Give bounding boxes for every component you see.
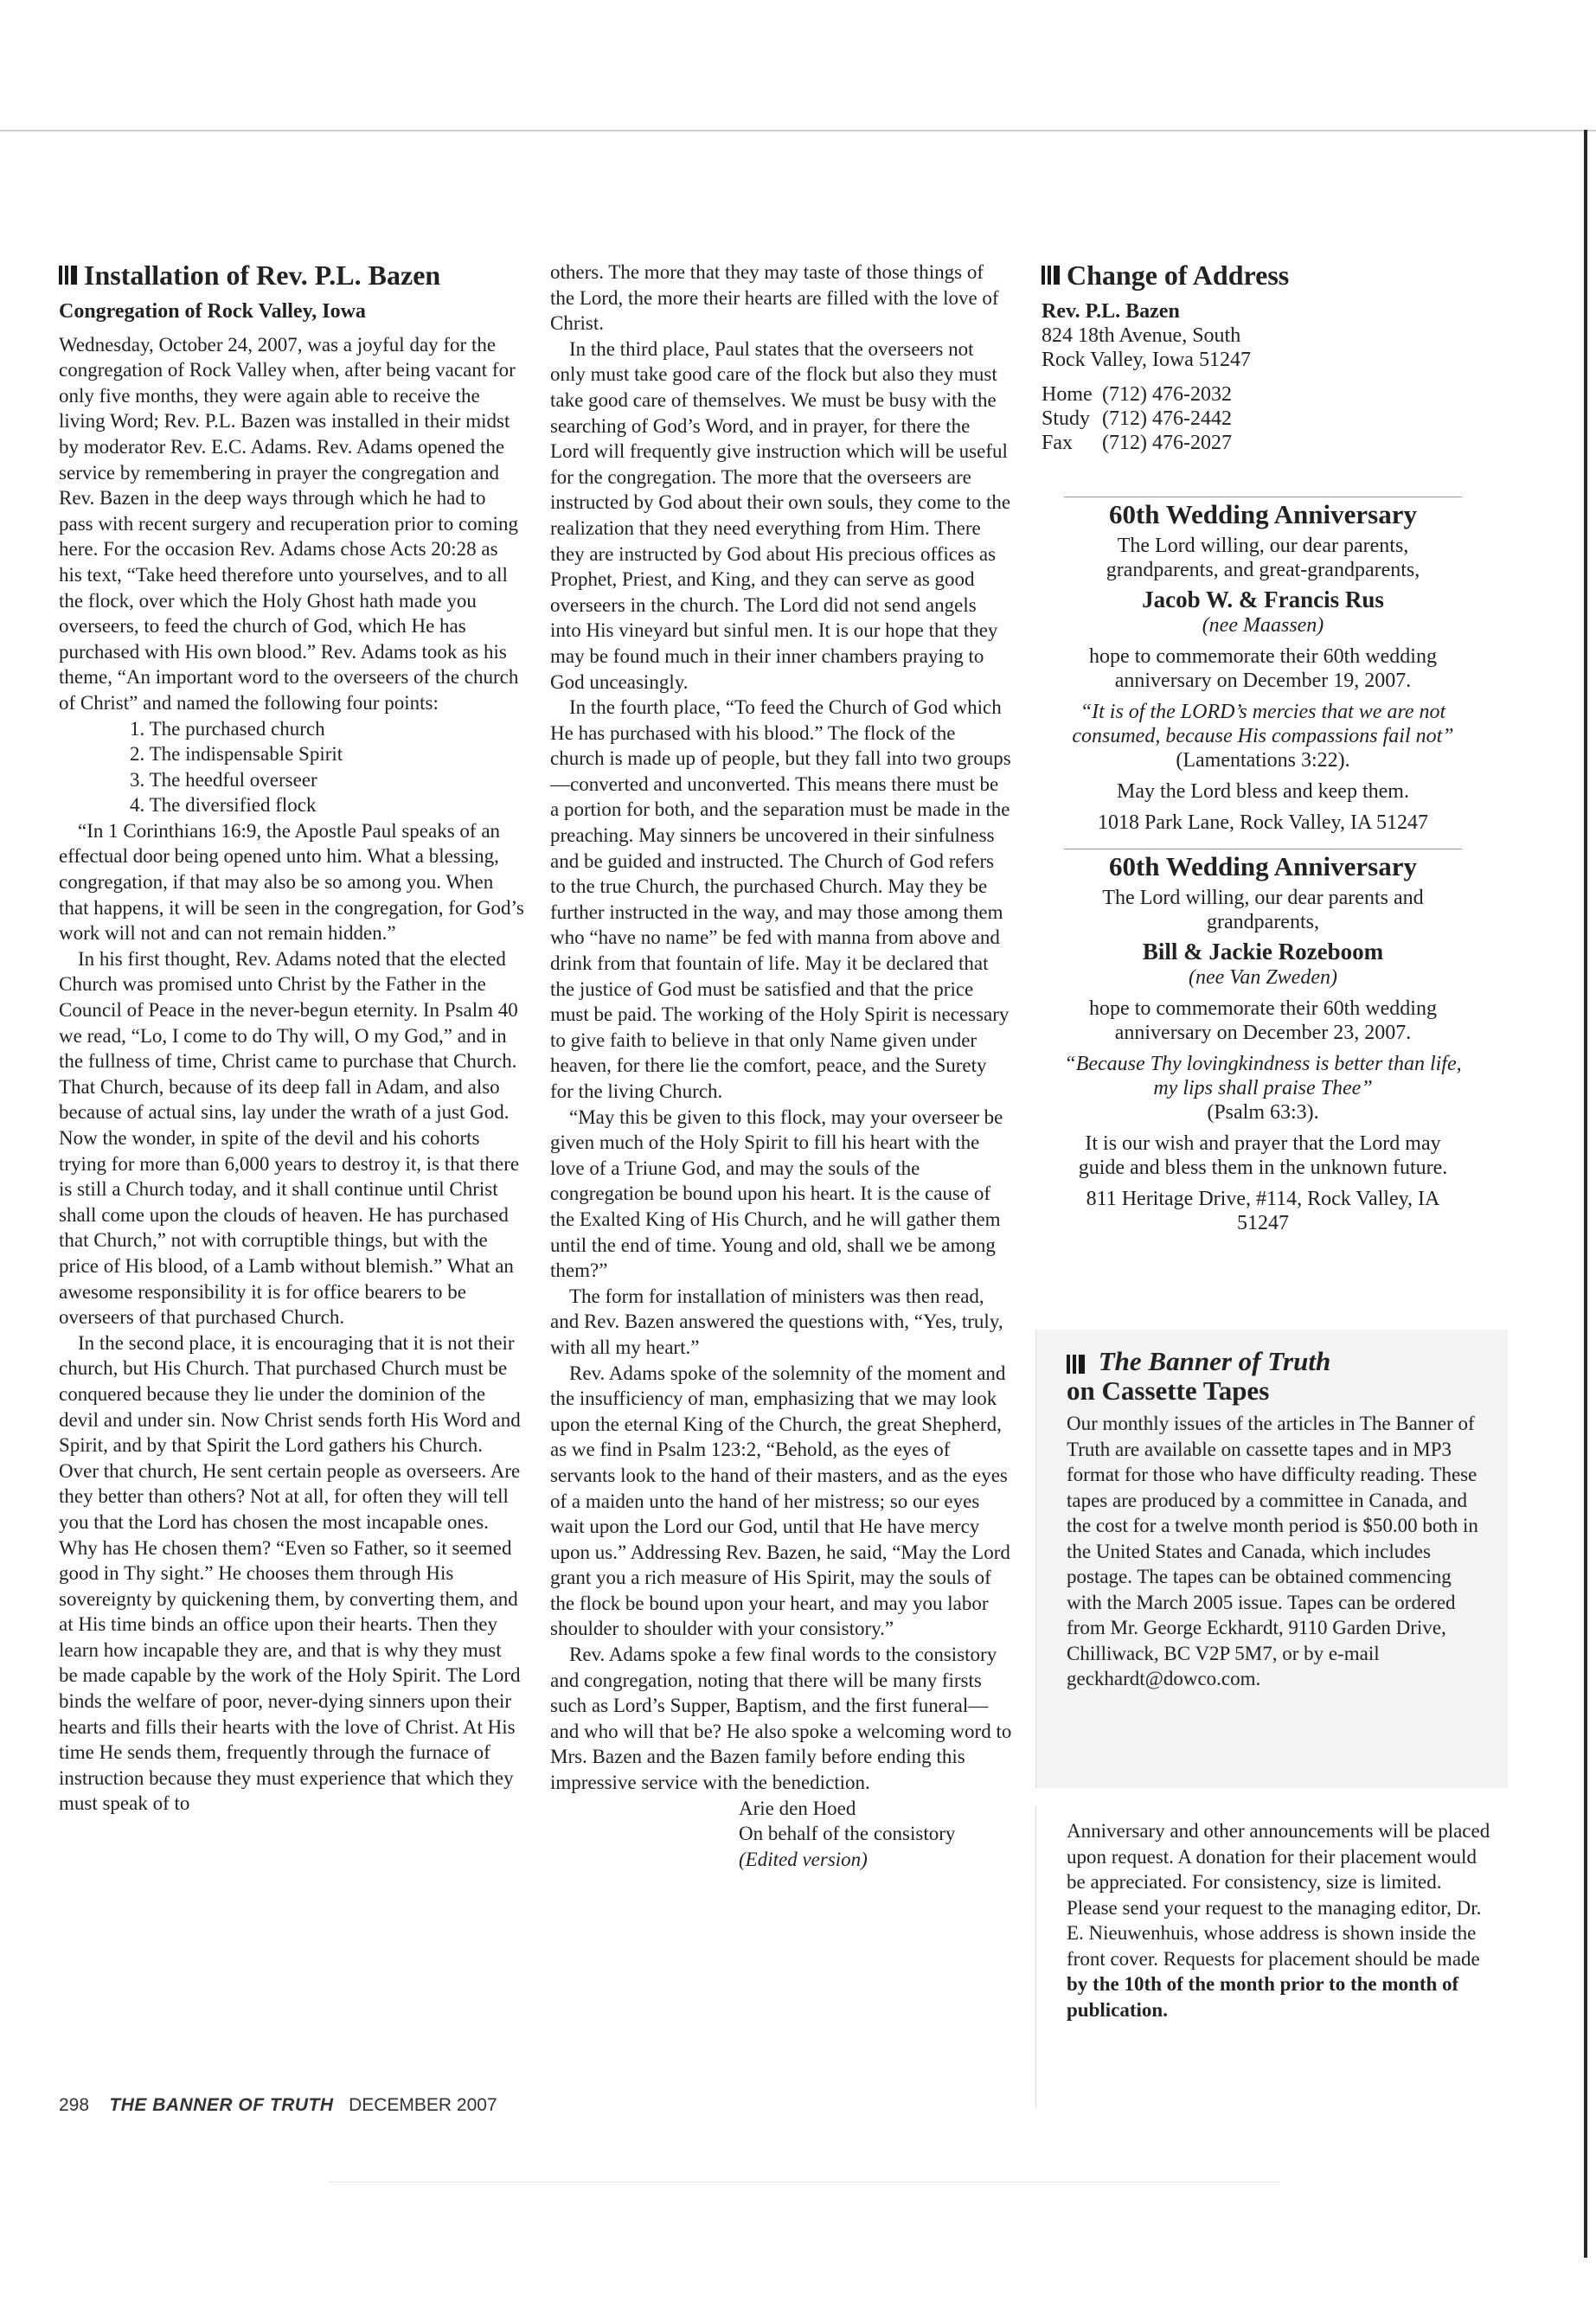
theme-points-list: [59, 716, 524, 818]
sidebar-column: [1042, 260, 1509, 1235]
anniversary-intro: The Lord willing, our dear parents and grandparents,: [1102, 887, 1424, 933]
address-street: 824 18th Avenue, South: [1042, 324, 1241, 347]
article-paragraph: The form for installation of ministers was then read, and Rev. Bazen answered the questions with, “Yes, truly, with all my heart.”: [550, 1285, 1003, 1358]
article-paragraph: “May this be given to this flock, may your overseer be given much of the Holy Spirit to fill his heart with the love of a Triune God, and may the souls of the congregation be bound upon his heart. It is the cause of the Exalted King of His Church, and he will gather them until the end of time. Young and old, shall we be among them?”: [550, 1106, 1003, 1282]
anniversary-verse-ref: (Psalm 63:3).: [1207, 1101, 1319, 1124]
article-subtitle: Congregation of Rock Valley, Iowa: [59, 300, 366, 323]
address-block: [1042, 299, 1509, 455]
article-paragraph: “In 1 Corinthians 16:9, the Apostle Paul speaks of an effectual door being opened unto him. What a blessing, congregation, if that may also be so among you. When that happens, it will be seen in the congregation, for God’s work will not and can not remain hidden.”: [59, 819, 524, 945]
issue-date: DECEMBER 2007: [349, 2095, 497, 2115]
anniversary-blessing: May the Lord bless and keep them.: [1117, 780, 1409, 803]
phone-row: [1042, 407, 1509, 431]
phone-number: (712) 476-2032: [1102, 383, 1232, 406]
phone-label: Fax: [1042, 432, 1073, 454]
address-name: Rev. P.L. Bazen: [1042, 300, 1180, 323]
section-bars-icon: [59, 266, 77, 285]
phone-row: [1042, 382, 1509, 407]
theme-point: 4. The diversified flock: [130, 794, 317, 817]
page-edge-bar: [1584, 130, 1587, 2258]
article-paragraph: In his first thought, Rev. Adams noted that the elected Church was promised unto Christ by the Father in the Council of Peace in the never-begun eternity. In Psalm 40 we read, “Lo, I come to do Thy will, O my God,” and in the fullness of time, Christ came to purchase that Church. That Church, because of its deep fall in Adam, and also because of actual sins, lay under the wrath of a just God. Now the wonder, in spite of the devil and his cohorts trying for more than 6,000 years to destroy it, is that there is still a Church today, and it shall continue until Christ shall come upon the clouds of heaven. He has purchased that Church,” not with corruptible things, but with the price of His blood, of a Lamb without blemish.” What an awesome responsibility it is for office bearers to be overseers of that purchased Church.: [59, 947, 520, 1329]
article-column-2: [550, 260, 1012, 1872]
article-column-1: [59, 260, 524, 1817]
signature-name: Arie den Hoed: [739, 1797, 856, 1819]
anniversary-commemorate: hope to commemorate their 60th wedding anniversary on December 23, 2007.: [1089, 997, 1437, 1044]
page-footer: [59, 2095, 497, 2116]
anniversary-commemorate: hope to commemorate their 60th wedding anniversary on December 19, 2007.: [1089, 645, 1437, 692]
anniversary-title: 60th Wedding Anniversary: [1108, 851, 1417, 881]
address-title: Change of Address: [1067, 260, 1290, 291]
anniversary-names: Bill & Jackie Rozeboom: [1142, 939, 1384, 965]
notice-text: Anniversary and other announcements will be placed upon request. A donation for their placement would be appreciated. For consistency, size is limited. Please send your request to the managing editor, Dr. E. Nieuwenhuis, whose address is shown inside the front cover. Requests for placement should be made: [1067, 1820, 1490, 1970]
phone-number: (712) 476-2442: [1102, 407, 1232, 430]
signature-note: (Edited version): [739, 1848, 868, 1870]
anniversary-nee: (nee Maassen): [1202, 614, 1324, 637]
phone-row: [1042, 431, 1509, 455]
article-paragraph: others. The more that they may taste of those things of the Lord, the more their hearts are filled with the love of Christ.: [550, 261, 999, 335]
tapes-title-italic: The Banner of Truth: [1098, 1346, 1331, 1376]
phone-label: Study: [1042, 407, 1091, 430]
anniversary-nee: (nee Van Zweden): [1189, 966, 1337, 989]
phone-number: (712) 476-2027: [1102, 432, 1232, 454]
signature-role: On behalf of the consistory: [739, 1823, 956, 1845]
anniversary-address: 1018 Park Lane, Rock Valley, IA 51247: [1098, 811, 1428, 834]
theme-point: 2. The indispensable Spirit: [130, 743, 343, 766]
article-paragraph: In the third place, Paul states that the overseers not only must take good care of the flock but also they must take good care of themselves. We must be busy with the searching of God’s Word, and in prayer, for there the Lord will frequently give instruction which will be useful for the congregation. The more that the overseers are instructed by God about their own souls, they come to the realization that they need everything from Him. There they are instructed by God about His precious offices as Prophet, Priest, and King, and they can serve as good overseers in the church. The Lord did not send angels into His vineyard but sinful men. It is our hope that they may be found much in their inner chambers praying to God unceasingly.: [550, 337, 1011, 693]
signature-block: [550, 1796, 1012, 1873]
section-bars-icon: [1042, 266, 1060, 285]
article-paragraph: Rev. Adams spoke a few final words to the consistory and congregation, noting that there will be many firsts such as Lord’s Supper, Baptism, and the first funeral—and who will that be? He also spoke a welcoming word to Mrs. Bazen and the Bazen family before ending this impressive service with the benediction.: [550, 1644, 1012, 1794]
article-paragraph: In the second place, it is encouraging that it is not their church, but His Church. That purchased Church must be conquered because they lie under the dominion of the devil and under sin. Now Christ sends forth His Word and Spirit, and by that Spirit the Lord gathers his Church. Over that church, He sent certain people as overseers. Are they better than others? Not at all, for often they will tell you that the Lord has chosen the most incapable ones. Why has He chosen them? “Even so Father, so it seemed good in Thy sight.” He chooses them through His sovereignty by quickening them, by converting them, and at His time binds an office upon their hearts. Then they learn how incapable they are, and that is why they must be made capable by the work of the Holy Spirit. The Lord binds the welfare of poor, never-dying sinners upon their hearts and fills their hearts with the love of Christ. At His time He sends them, frequently through the furnace of instruction because they must experience that which they must speak of to: [59, 1331, 521, 1815]
phone-label: Home: [1042, 383, 1093, 406]
anniversary-intro: The Lord willing, our dear parents, grandparents, and great-grandparents,: [1106, 535, 1420, 581]
anniversary-blessing: It is our wish and prayer that the Lord may guide and bless them in the unknown future.: [1078, 1132, 1448, 1179]
tapes-heading: [1067, 1347, 1490, 1406]
notice-deadline: by the 10th of the month prior to the month of publication.: [1067, 1973, 1459, 2021]
magazine-name: THE BANNER OF TRUTH: [109, 2095, 334, 2115]
anniversary-verse: “Because Thy lovingkindness is better than life, my lips shall praise Thee”: [1064, 1053, 1462, 1099]
theme-point: 1. The purchased church: [130, 717, 325, 740]
article-heading: [59, 260, 524, 291]
article-paragraph: In the fourth place, “To feed the Church of God which He has purchased with his blood.” The flock of the church is made up of people, but they fall into two groups—converted and unconverted. This means there must be a portion for both, and the separation must be made in the preaching. May sinners be uncovered in their sinfulness and be guided and instructed. The Church of God refers to the true Church, the purchased Church. May they be further instructed in the way, and may those among them who “have no name” be fed with manna from above and drink from that fountain of life. May it be declared that the justice of God must be satisfied and that the price must be paid. The working of the Holy Spirit is necessary to give faith to believe in that only Name given under heaven, for there lie the comfort, peace, and the Surety for the living Church.: [550, 696, 1011, 1102]
article-paragraph: Rev. Adams spoke of the solemnity of the moment and the insufficiency of man, emphasizing that we may look upon the eternal King of the Church, the great Shepherd, as we find in Psalm 123:2, “Behold, as the eyes of servants look to the hand of their masters, and as the eyes of a maiden unto the hand of her mistress; so our eyes wait upon the Lord our God, until that He have mercy upon us.” Addressing Rev. Bazen, he said, “May the Lord grant you a rich measure of His Spirit, may the souls of the flock be bound upon your heart, and may you labor shoulder to shoulder with your consistory.”: [550, 1362, 1010, 1640]
tapes-box: [1067, 1347, 1490, 1692]
anniversary-address: 811 Heritage Drive, #114, Rock Valley, IA 51247: [1086, 1188, 1440, 1234]
theme-point: 3. The heedful overseer: [130, 768, 317, 791]
anniversary-title: 60th Wedding Anniversary: [1108, 499, 1417, 529]
top-rule: [0, 130, 1596, 131]
tapes-text: Our monthly issues of the articles in The Banner of Truth are available on cassette tapes and in MP3 format for those who have difficulty reading. These tapes are produced by a committee in Canada, and the cost for a twelve month period is $50.00 both in the United States and Canada, which includes postage. The tapes can be obtained commencing with the March 2005 issue. Tapes can be ordered from Mr. George Eckhardt, 9110 Garden Drive, Chilliwack, BC V2P 5M7, or by e-mail geckhardt@dowco.com.: [1067, 1413, 1478, 1689]
anniversary-names: Jacob W. & Francis Rus: [1142, 586, 1384, 612]
tapes-title-rest: on Cassette Tapes: [1067, 1375, 1270, 1406]
anniversary-verse: “It is of the LORD’s mercies that we are not consumed, because His compassions fail not”: [1072, 701, 1454, 747]
article-paragraph: Wednesday, October 24, 2007, was a joyful day for the congregation of Rock Valley when, after being vacant for only five months, they were again able to receive the living Word; Rev. P.L. Bazen was installed in their midst by moderator Rev. E.C. Adams. Rev. Adams opened the service by remembering in prayer the congregation and Rev. Bazen in the deep ways through which he had to pass with recent surgery and recuperation prior to coming here. For the occasion Rev. Adams chose Acts 20:28 as his text, “Take heed therefore unto yourselves, and to all the flock, over which the Holy Ghost hath made you overseers, to feed the church of God, which He has purchased with His own blood.” Rev. Adams took as his theme, “An important word to the overseers of the church of Christ” and named the following four points:: [59, 333, 519, 714]
article-title: Installation of Rev. P.L. Bazen: [84, 260, 441, 291]
anniversary-notice: [1064, 497, 1462, 835]
section-bars-icon: [1067, 1355, 1085, 1374]
anniversary-verse-ref: (Lamentations 3:22).: [1176, 749, 1350, 772]
announcement-notice: [1067, 1818, 1490, 2022]
anniversary-notice: [1064, 849, 1462, 1235]
address-heading: [1042, 260, 1509, 291]
address-city: Rock Valley, Iowa 51247: [1042, 349, 1251, 371]
page-number: 298: [59, 2095, 90, 2115]
